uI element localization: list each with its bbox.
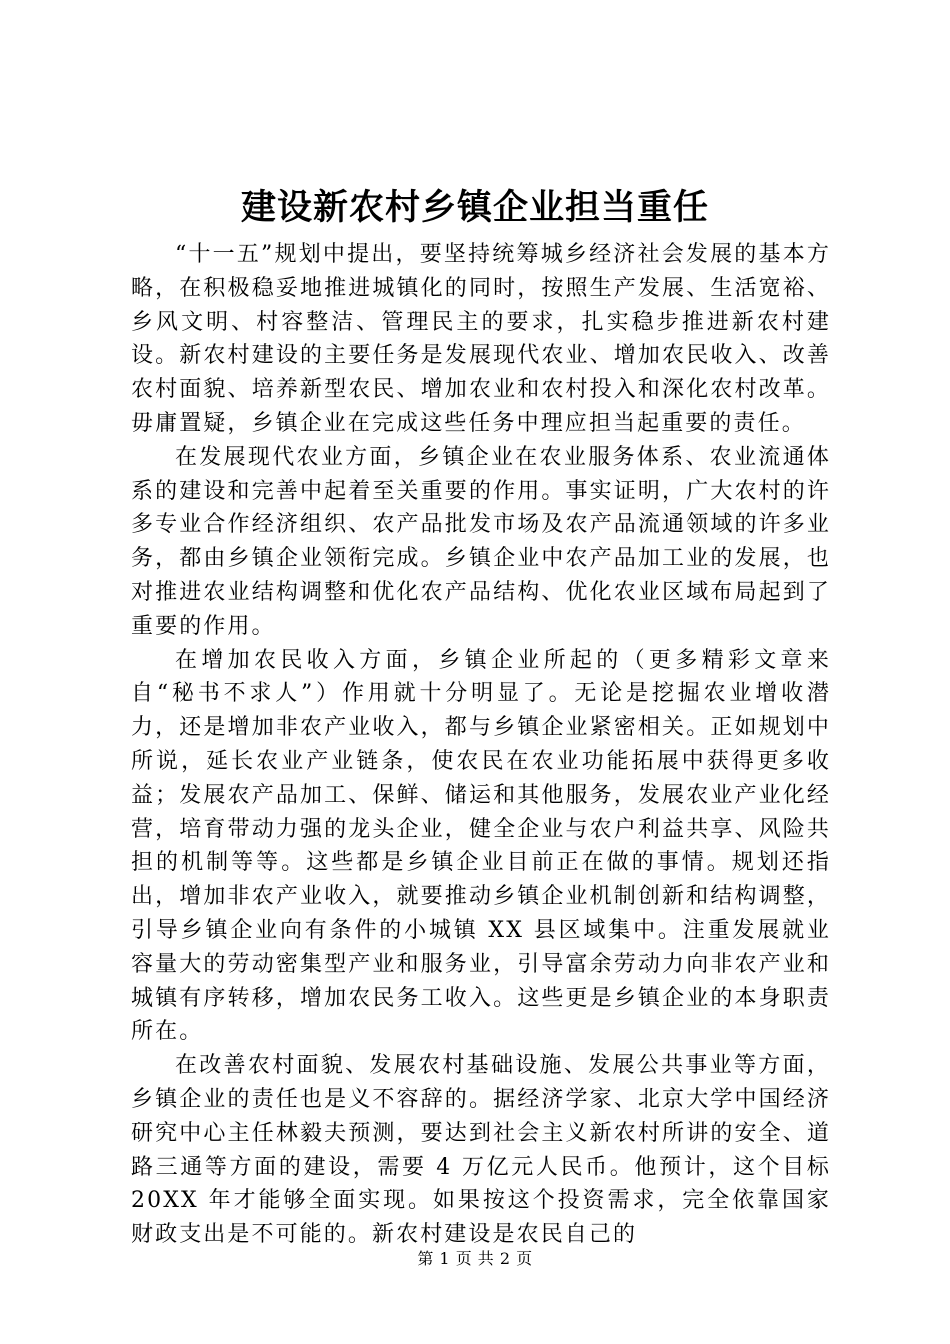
paragraph: 在改善农村面貌、发展农村基础设施、发展公共事业等方面，乡镇企业的责任也是义不容辞的。据经济学家、北京大学中国经济研究中心主任林毅夫预测，要达到社会主义新农村所讲的安全、道路三通等方面的建设，需要 4 万亿元人民币。他预计，这个目标 20XX 年才能够全面实现。如果按这个投资需求，完全依靠国家财政支出是不可能的。新农村建设是农民自己的 xyxy=(131,1053,831,1248)
page-title: 建设新农村乡镇企业担当重任 xyxy=(240,187,709,228)
paragraph: 在发展现代农业方面，乡镇企业在农业服务体系、农业流通体系的建设和完善中起着至关重要的作用。事实证明，广大农村的许多专业合作经济组织、农产品批发市场及农产品流通领域的许多业务，都由乡镇企业领衔完成。乡镇企业中农产品加工业的发展，也对推进农业结构调整和优化农产品结构、优化农业区域布局起到了重要的作用。 xyxy=(131,444,831,639)
page-number-footer: 第 1 页 共 2 页 xyxy=(417,1249,533,1268)
paragraph: 在增加农民收入方面，乡镇企业所起的（更多精彩文章来自“秘书不求人”）作用就十分明显了。无论是挖掘农业增收潜力，还是增加非农产业收入，都与乡镇企业紧密相关。正如规划中所说，延长农业产业链条，使农民在农业功能拓展中获得更多收益；发展农产品加工、保鲜、储运和其他服务，发展农业产业化经营，培育带动力强的龙头企业，健全企业与农户利益共享、风险共担的机制等等。这些都是乡镇企业目前正在做的事情。规划还指出，增加非农产业收入，就要推动乡镇企业机制创新和结构调整，引导乡镇企业向有条件的小城镇 XX 县区域集中。注重发展就业容量大的劳动密集型产业和服务业，引导富余劳动力向非农产业和城镇有序转移，增加农民务工收入。这些更是乡镇企业的本身职责所在。 xyxy=(131,647,831,1045)
article-body xyxy=(131,238,831,1252)
paragraph: “十一五”规划中提出，要坚持统筹城乡经济社会发展的基本方略，在积极稳妥地推进城镇化的同时，按照生产发展、生活宽裕、乡风文明、村容整洁、管理民主的要求，扎实稳步推进新农村建设。新农村建设的主要任务是发展现代农业、增加农民收入、改善农村面貌、培养新型农民、增加农业和农村投入和深化农村改革。毋庸置疑，乡镇企业在完成这些任务中理应担当起重要的责任。 xyxy=(131,242,831,436)
